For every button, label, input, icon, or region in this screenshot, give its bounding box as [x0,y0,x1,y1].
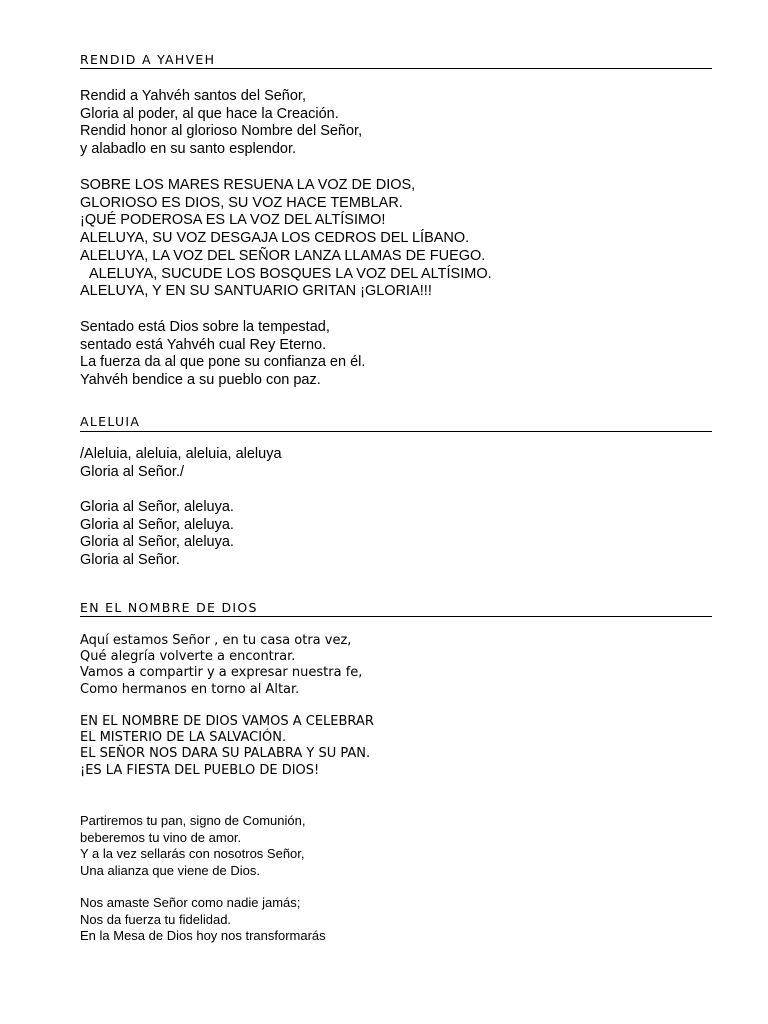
title-divider [80,616,712,617]
lyric-line: ¡ES LA FIESTA DEL PUEBLO DE DIOS! [80,762,320,778]
lyric-line: Gloria al Señor, aleluya. [80,516,234,533]
lyric-line: Gloria al Señor, aleluya. [80,534,234,551]
lyric-line: ¡QUÉ PODEROSA ES LA VOZ DEL ALTÍSIMO! [80,212,386,229]
lyric-line: Nos da fuerza tu fidelidad. [80,911,232,927]
lyric-line: Y a la vez sellarás con nosotros Señor, [80,846,305,861]
lyric-line: ALELUYA, LA VOZ DEL SEÑOR LANZA LLAMAS DE FUEGO. [80,247,486,264]
lyric-line: La fuerza da al que pone su confianza en él. [80,354,366,371]
lyric-line: beberemos tu vino de amor. [80,829,242,845]
lyric-line: EN EL NOMBRE DE DIOS VAMOS A CELEBRAR [80,714,374,729]
stanza [80,499,720,570]
lyric-line: sentado está Yahvéh cual Rey Eterno. [80,336,327,353]
song-title: RENDID A YAHVEH [80,52,216,67]
stanza [80,446,720,481]
lyric-line: SOBRE LOS MARES RESUENA LA VOZ DE DIOS, [80,177,416,193]
lyric-line: EL MISTERIO DE LA SALVACIÓN. [80,730,287,746]
stanza [80,319,720,390]
lyric-line: ALELUYA, SU VOZ DESGAJA LOS CEDROS DEL LÍBANO. [80,230,470,247]
lyric-line: GLORIOSO ES DIOS, SU VOZ HACE TEMBLAR. [80,194,403,211]
chorus-stanza [80,714,720,779]
stanza [80,633,720,698]
lyric-line: Yahvéh bendice a su pueblo con paz. [80,372,321,389]
chorus-stanza [80,177,720,301]
lyric-line: Aquí estamos Señor , en tu casa otra vez, [80,633,352,648]
lyric-line: En la Mesa de Dios hoy nos transformarás [80,928,326,943]
title-divider [80,68,712,69]
lyric-line: Gloria al poder, al que hace la Creación. [80,105,339,122]
lyric-line: Vamos a compartir y a expresar nuestra fe, [80,665,363,681]
lyric-line: Sentado está Dios sobre la tempestad, [80,319,330,335]
lyric-line: Como hermanos en torno al Altar. [80,681,300,697]
lyric-line: Rendid honor al glorioso Nombre del Señor, [80,123,363,140]
lyric-line: Gloria al Señor. [80,552,180,569]
stanza [80,813,720,879]
lyric-line: Gloria al Señor, aleluya. [80,499,234,515]
song-title: ALELUIA [80,414,141,429]
lyric-line: EL SEÑOR NOS DARA SU PALABRA Y SU PAN. [80,746,371,762]
lyric-line: ALELUYA, Y EN SU SANTUARIO GRITAN ¡GLORIA!!! [80,283,432,300]
lyric-line: Nos amaste Señor como nadie jamás; [80,895,301,910]
lyric-line: Partiremos tu pan, signo de Comunión, [80,813,306,828]
lyric-line: y alabadlo en su santo esplendor. [80,141,297,158]
lyric-line: Gloria al Señor./ [80,463,184,480]
lyric-line: /Aleluia, aleluia, aleluia, aleluya [80,446,282,462]
title-divider [80,431,712,432]
stanza [80,88,720,159]
stanza [80,895,720,945]
lyric-line: Qué alegría volverte a encontrar. [80,649,296,665]
lyric-line: ALELUYA, SUCUDE LOS BOSQUES LA VOZ DEL ALTÍSIMO. [89,265,492,282]
lyric-line: Rendid a Yahvéh santos del Señor, [80,88,306,104]
song-title: EN EL NOMBRE DE DIOS [80,600,258,615]
lyric-line: Una alianza que viene de Dios. [80,862,260,878]
